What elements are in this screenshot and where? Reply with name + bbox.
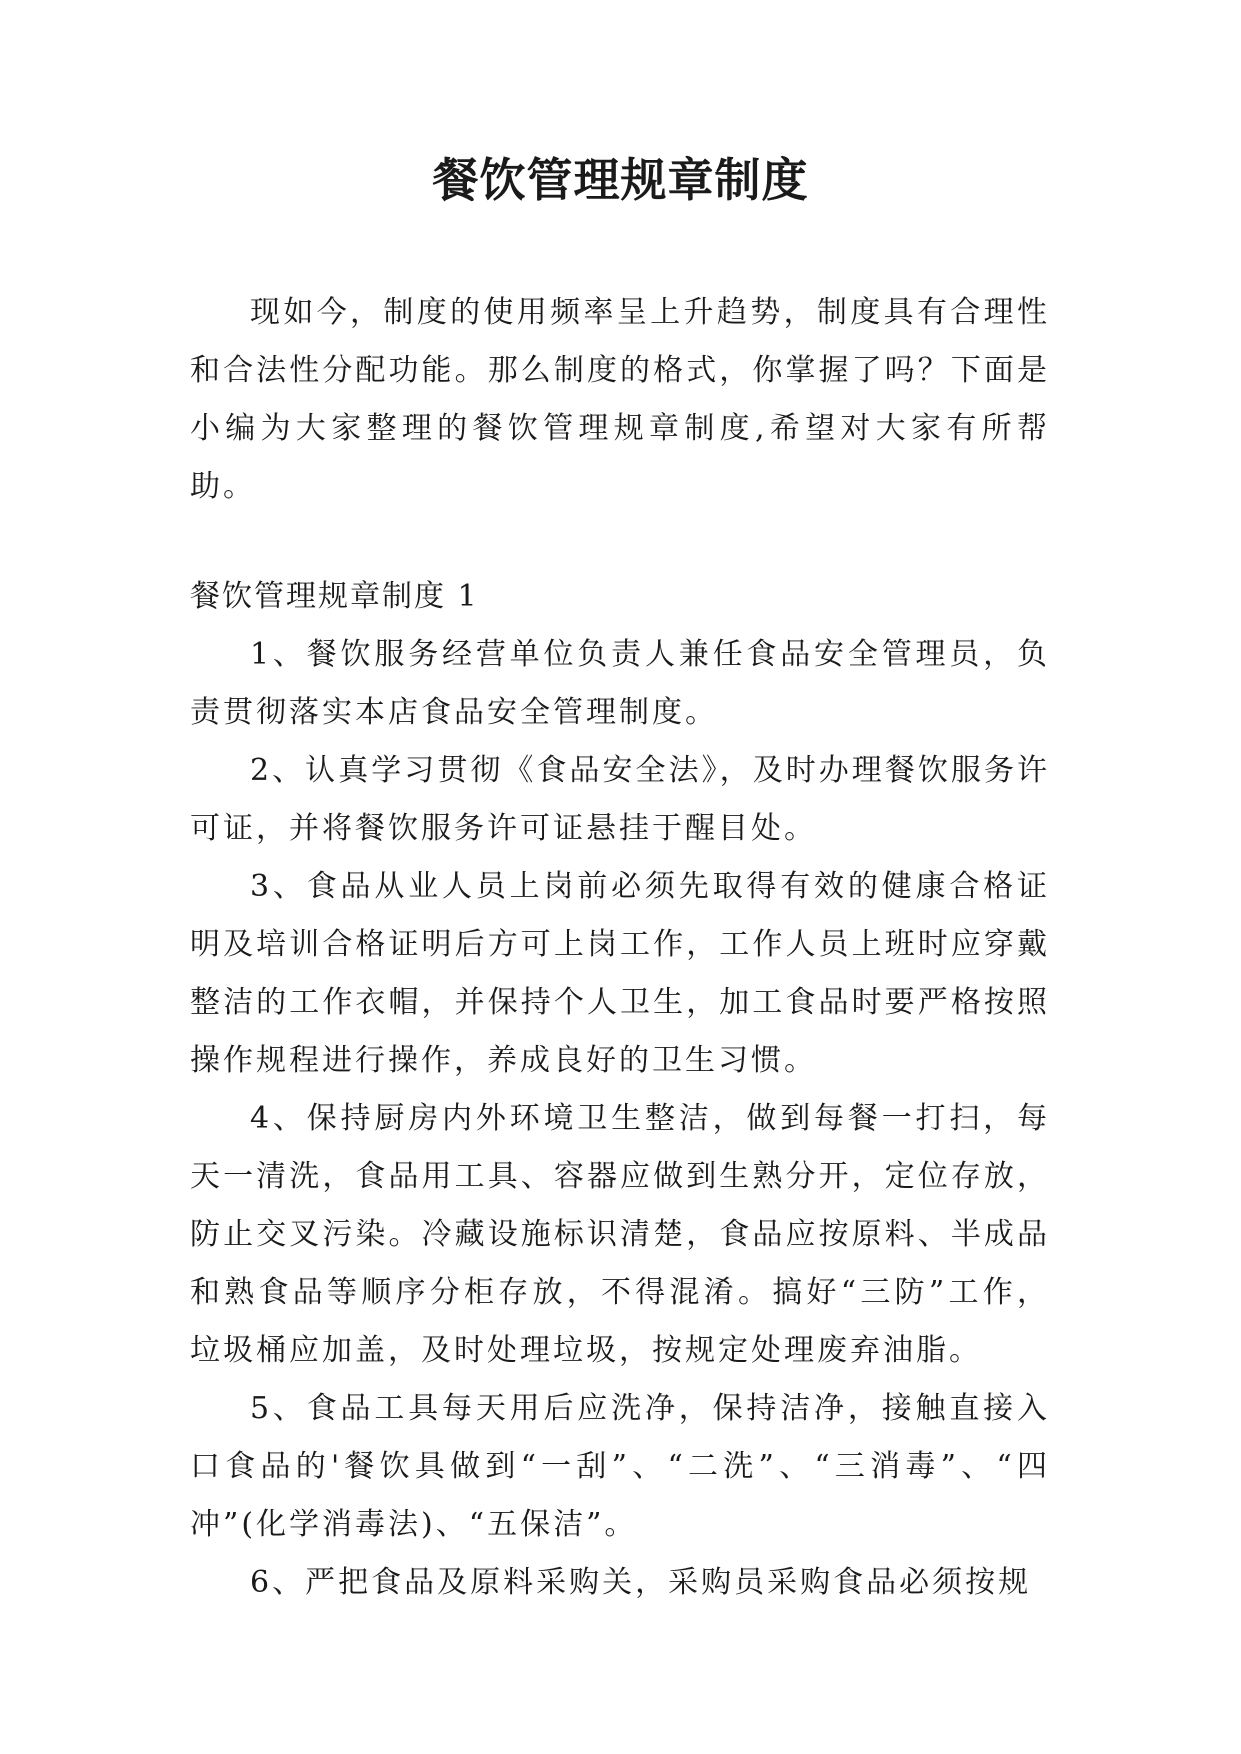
intro-paragraph: 现如今，制度的使用频率呈上升趋势，制度具有合理性和合法性分配功能。那么制度的格式，你掌握了吗？下面是小编为大家整理的餐饮管理规章制度,希望对大家有所帮助。 bbox=[190, 295, 1050, 504]
document-body bbox=[190, 284, 1050, 1612]
rule-item-2: 2、认真学习贯彻《食品安全法》，及时办理餐饮服务许可证，并将餐饮服务许可证悬挂于醒目处。 bbox=[190, 753, 1050, 846]
rule-item-3: 3、食品从业人员上岗前必须先取得有效的健康合格证明及培训合格证明后方可上岗工作，工作人员上班时应穿戴整洁的工作衣帽，并保持个人卫生，加工食品时要严格按照操作规程进行操作，养成良好的卫生习惯。 bbox=[190, 869, 1050, 1078]
section-heading: 餐饮管理规章制度 1 bbox=[190, 579, 479, 614]
rule-item-4: 4、保持厨房内外环境卫生整洁，做到每餐一打扫，每天一清洗，食品用工具、容器应做到生熟分开，定位存放，防止交叉污染。冷藏设施标识清楚，食品应按原料、半成品和熟食品等顺序分柜存放，不得混淆。搞好“三防”工作，垃圾桶应加盖，及时处理垃圾，按规定处理废弃油脂。 bbox=[190, 1101, 1050, 1368]
document-title: 餐饮管理规章制度 bbox=[432, 153, 809, 207]
rule-item-5: 5、食品工具每天用后应洗净，保持洁净，接触直接入口食品的'餐饮具做到“一刮”、“二洗”、“三消毒”、“四冲”(化学消毒法)、“五保洁”。 bbox=[190, 1391, 1050, 1542]
rule-item-6: 6、严把食品及原料采购关，采购员采购食品必须按规 bbox=[250, 1565, 1032, 1600]
rule-item-1: 1、餐饮服务经营单位负责人兼任食品安全管理员，负责贯彻落实本店食品安全管理制度。 bbox=[190, 637, 1050, 730]
